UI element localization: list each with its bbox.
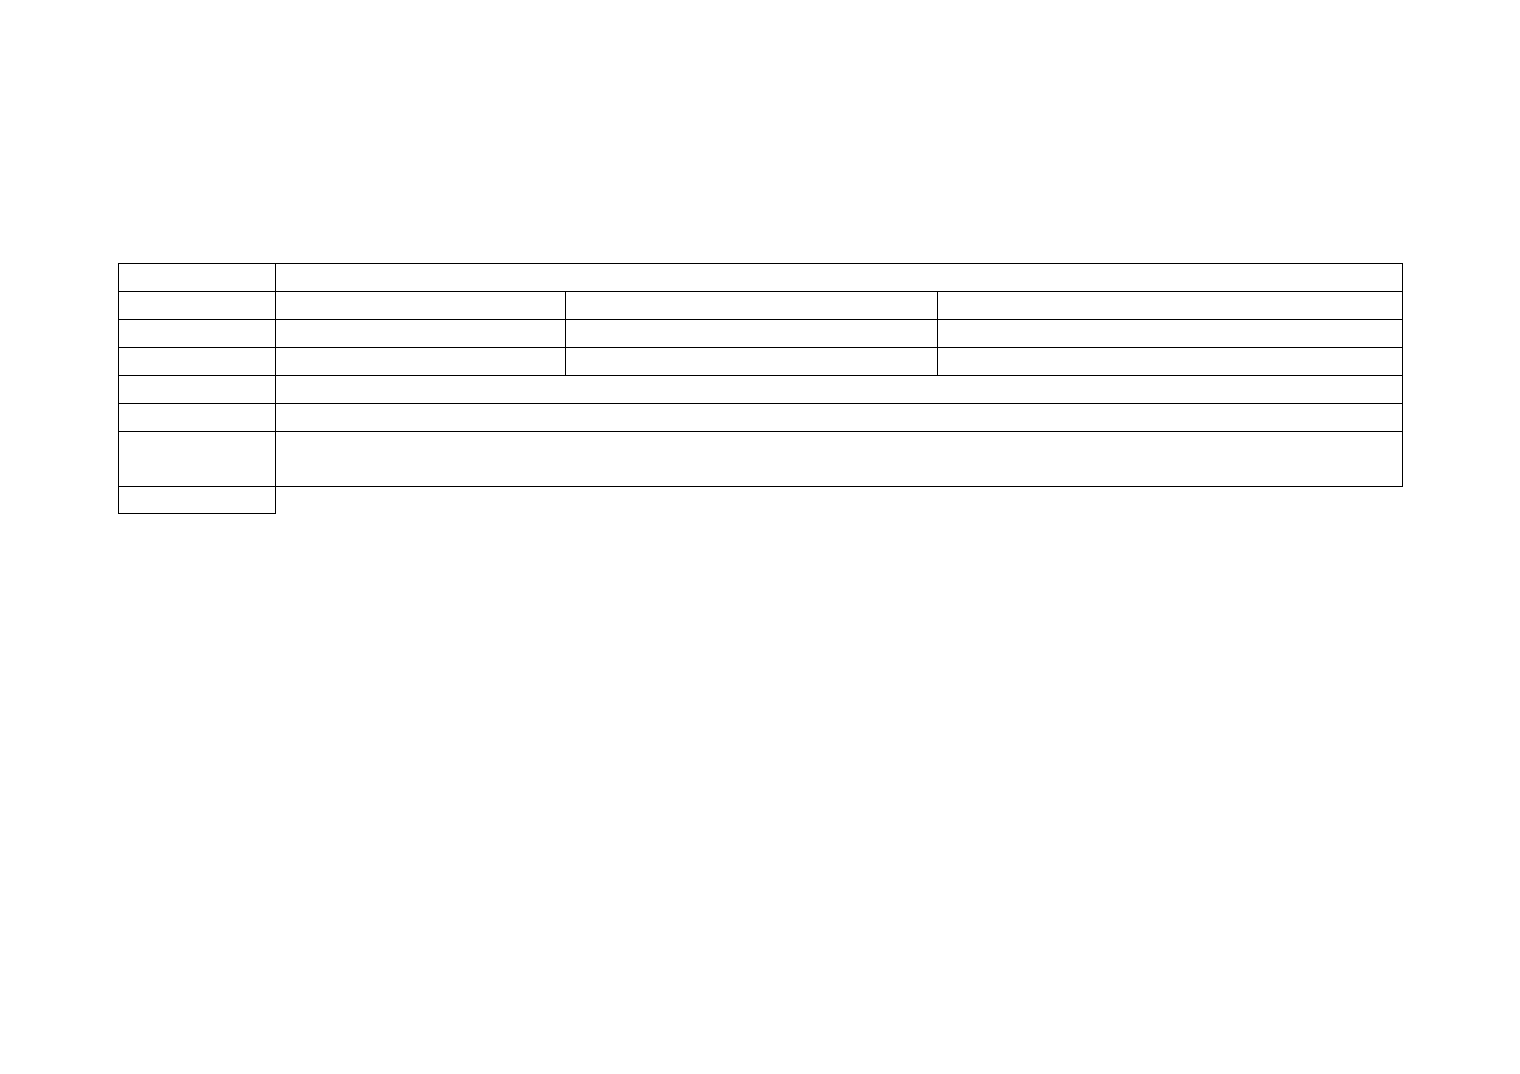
cell-label [119,432,276,487]
cell-value [276,292,566,320]
cell-label [119,348,276,376]
section-label [119,487,276,514]
row-fund [119,320,1403,348]
cell-value [276,404,1403,432]
cell-value [276,264,1403,292]
row-basis [119,404,1403,432]
row-indicator-header [119,487,1403,514]
cell-label [119,292,276,320]
cell-label [566,348,938,376]
cell-label [566,320,938,348]
cell-value [276,320,566,348]
performance-table [118,263,1403,514]
cell-label [119,404,276,432]
row-project-name [119,264,1403,292]
cell-value [276,432,1403,487]
row-overview [119,376,1403,404]
cell-value [938,292,1403,320]
cell-value [276,376,1403,404]
row-dept [119,292,1403,320]
cell-value [938,348,1403,376]
cell-value [938,320,1403,348]
row-goal [119,432,1403,487]
cell-label [119,320,276,348]
cell-label [566,292,938,320]
row-time [119,348,1403,376]
cell-label [119,376,276,404]
cell-value [276,348,566,376]
cell-label [119,264,276,292]
